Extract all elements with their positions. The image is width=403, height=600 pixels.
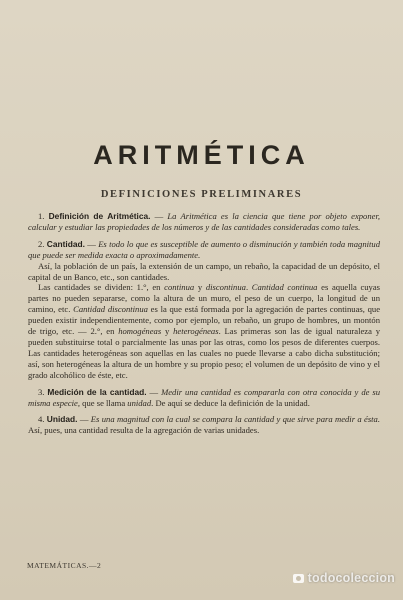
section-number: 4. (38, 414, 45, 425)
dash: — (84, 238, 99, 249)
text: que se llama (80, 397, 128, 408)
dash: — (77, 414, 91, 425)
section-1-paragraph (28, 211, 380, 233)
section-4 (28, 414, 380, 436)
section-2-paragraph-2: Así, la población de un país, la extensión de un campo, un rebaño, la capacidad de un depósito, el capital de un Banco, etc., son cantidades. (28, 260, 380, 282)
definition-text: Es una magnitud con la cual se compara la cantidad y que sirve para medir a ésta. (90, 414, 381, 425)
term: discontinua (205, 282, 246, 293)
section-3-paragraph (28, 387, 380, 409)
text: es la que está formada por la agregación de partes continuas, que pueden existir independientemente, como por ejemplo, un rebaño, un grupo de hombres, un montón de trigo, etc. — 2.°, en (28, 304, 381, 337)
section-2-paragraph-3 (28, 282, 380, 380)
section-3 (28, 387, 380, 409)
section-4-paragraph (28, 414, 380, 436)
text: es aquella cuyas partes no pueden separarse, como la altura de un muro, el peso de un cuerpo, la longitud de un camino, etc. (28, 282, 381, 315)
text: y (161, 326, 174, 337)
term: homogéneas (118, 326, 162, 337)
watermark-text: todocoleccion (307, 571, 395, 585)
page-footer: MATEMÁTICAS.—2 (27, 561, 102, 570)
text: . (245, 282, 252, 293)
section-heading: Unidad. (46, 414, 78, 425)
section-heading: Cantidad. (46, 238, 85, 249)
section-2 (28, 239, 380, 381)
section-subtitle: DEFINICIONES PRELIMINARES (100, 189, 303, 200)
text: . De aquí se deduce la definición de la unidad. (151, 397, 310, 408)
definition-text: Es todo lo que es susceptible de aumento o disminución y también toda magnitud que puede ser medida exacta o aproximadamente. (28, 238, 380, 260)
section-heading: Definición de Aritmética. (48, 211, 151, 221)
definition-text: La Aritmética es la ciencia que tiene por objeto exponer, calcular y estudiar las propiedades de los números y de las cantidades consideradas como tales. (28, 211, 381, 232)
term: Cantidad discontinua (73, 304, 148, 315)
section-1 (28, 211, 380, 233)
camera-icon (293, 574, 304, 583)
dash: — (146, 386, 162, 397)
watermark (293, 571, 395, 585)
section-number: 3. (38, 386, 45, 397)
term: Cantidad continua (251, 282, 318, 293)
text: Las cantidades se dividen: 1.°, en (38, 282, 165, 293)
section-heading: Medición de la cantidad. (47, 386, 147, 397)
term: heterogéneas (173, 326, 219, 337)
definition-text: Medir una cantidad es compararla con otra conocida y de su misma especie, (28, 386, 381, 408)
term: continua (164, 282, 195, 293)
text: Así, pues, una cantidad resulta de la agregación de varias unidades. (28, 425, 260, 436)
term: unidad (127, 397, 152, 408)
page-title: ARITMÉTICA (93, 140, 310, 170)
section-number: 2. (38, 238, 45, 249)
text: . Las primeras son las de igual naturaleza y pueden substituirse total o parcialmente las unas por las otras, como los pesos de diferentes cuerpos. Las cantidades heterogéneas son aquellas en las cuales no puede llevarse a cabo dicha substitución; así, son heterogéneas la altura de un hombre y su propio peso; el volumen de un depósito de vino y el grado alcohólico de éste, etc. (28, 326, 380, 380)
page-body (28, 211, 380, 442)
text: y (194, 282, 206, 293)
dash: — (150, 211, 168, 221)
section-2-paragraph-1 (28, 239, 380, 261)
section-number: 1. (38, 211, 45, 221)
